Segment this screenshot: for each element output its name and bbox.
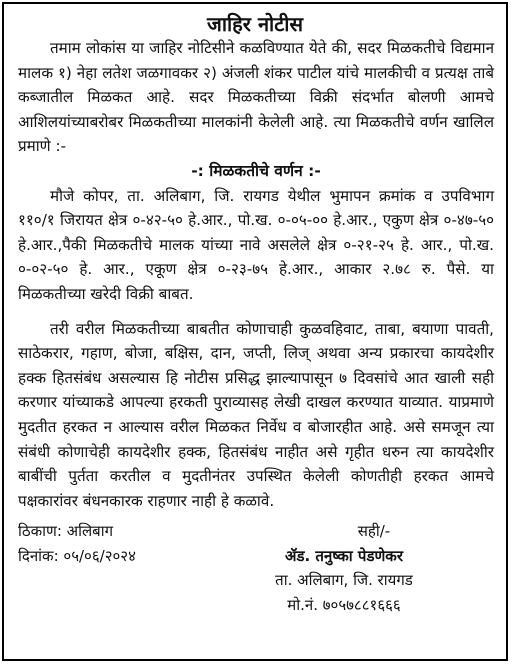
objection-paragraph: तरी वरील मिळकतीच्या बाबतीत कोणाचाही कुळवहिवाट, ताबा, बयाणा पावती, साठेकरार, गहाण, बोजा, बक्षिस, दान, जप्ती, लिज् अथवा अन्य प्रकारचा कायदेशीर हक्क हितसंबंध असल्यास हि नोटीस प्रसिद्ध झाल्यापासून ७ दिवसांचे आत खाली सही करणार यांच्याकडे आपल्या हरकती पुराव्यासह लेखी दाखल करण्यात याव्यात. याप्रमाणे मुदतीत हरकत न आल्यास वरील मिळकत निर्वेध व बोजारहीत आहे. असे समजून त्या संबंधी कोणाचेही कायदेशीर हक्क, हितसंबंध नाहीत असे गृहीत धरुन त्या कायदेशीर बाबींची पुर्तता करतील व मुदतीनंतर उपस्थित केलेली कोणतीही हरकत आमचे पक्षकारांवर बंधनकारक राहणार नाही हे कळावे. — [18, 319, 494, 510]
property-description-heading: -: मिळकतीचे वर्णन :- — [191, 161, 321, 180]
advocate-mobile: मो.नं. ७०५७८८१६६६ — [287, 595, 401, 614]
date-line: दिनांक: ०५/०६/२०२४ — [18, 546, 136, 565]
property-description-paragraph: मौजे कोपर, ता. अलिबाग, जि. रायगड येथील भुमापन क्रमांक व उपविभाग ११०/१ जिरायत क्षेत्र ०-४२-५० हे.आर., पो.ख. ०-०५-०० हे.आर., एकुण क्षेत्र ०-४७-५० हे.आर.,पैकी मिळकतीचे मालक यांच्या नावे असलेले क्षेत्र ०-२१-२५ हे. आर., पो.ख. ०-०२-५० हे. आर., एकूण क्षेत्र ०-२३-७५ हे.आर., आकार २.७८ रु. पैसे. या मिळकतीच्या खरेदी विक्री बाबत. — [18, 186, 494, 303]
advocate-name: ॲड. तनुष्का पेडणेकर — [285, 546, 403, 565]
public-notice — [2, 2, 508, 661]
notice-title: जाहिर नोटीस — [206, 12, 304, 36]
place-line: ठिकाण: अलिबाग — [18, 522, 114, 541]
signature-block — [244, 519, 444, 617]
intro-paragraph: तमाम लोकांस या जाहिर नोटिसीने कळविण्यात येते की, सदर मिळकतीचे विद्यमान मालक १) नेहा लतेश जळगावकर २) अंजली शंकर पाटील यांचे मालकीची व प्रत्यक्ष ताबे कब्जातील मिळकत आहे. सदर मिळकतीच्या विक्री संदर्भात बोलणी आमचे आशिलयांच्याबरोबर मिळकतीच्या मालकांनी केलेली आहे. त्या मिळकतीचे वर्णन खालिल प्रमाणे :- — [18, 39, 494, 156]
paragraph-gap — [18, 307, 494, 317]
signature-line: सही/- — [357, 522, 391, 541]
advocate-address: ता. अलिबाग, जि. रायगड — [275, 571, 413, 590]
place-date-block — [18, 519, 136, 568]
notice-body — [4, 36, 506, 619]
notice-footer — [18, 519, 494, 619]
